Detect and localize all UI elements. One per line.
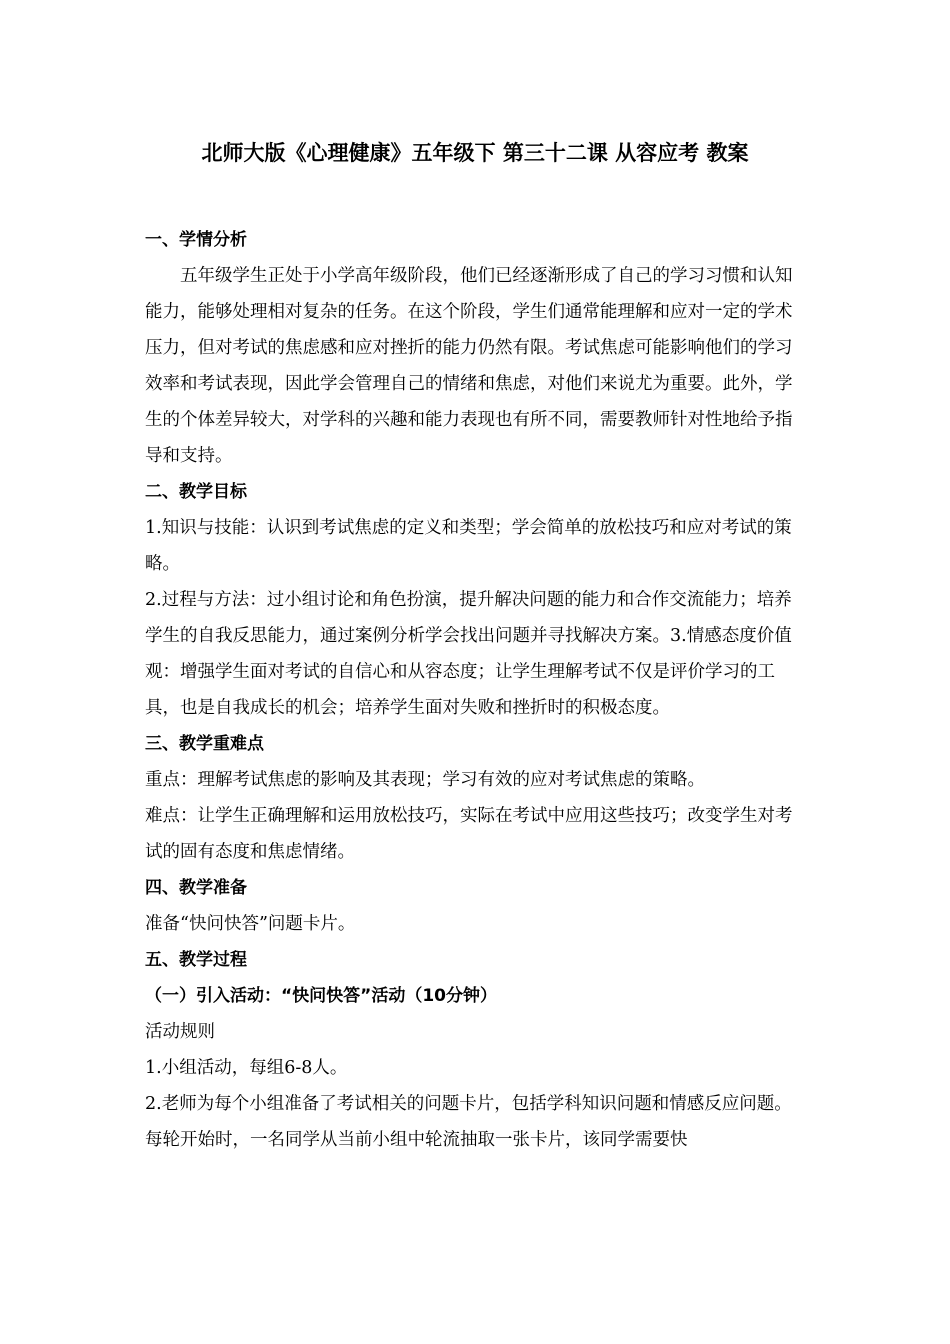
- goal-item-knowledge: 1.知识与技能：认识到考试焦虑的定义和类型；学会简单的放松技巧和应对考试的策略。: [145, 518, 792, 574]
- activity-rule-1: 1.小组活动，每组6-8人。: [145, 1058, 348, 1078]
- analysis-paragraph: 五年级学生正处于小学高年级阶段，他们已经逐渐形成了自己的学习习惯和认知能力，能够处理相对复杂的任务。在这个阶段，学生们通常能理解和应对一定的学术压力，但对考试的焦虑感和应对挫折的能力仍然有限。考试焦虑可能影响他们的学习效率和考试表现，因此学会管理自己的情绪和焦虑，对他们来说尤为重要。此外，学生的个体差异较大，对学科的兴趣和能力表现也有所不同，需要教师针对性地给予指导和支持。: [145, 266, 793, 466]
- goal-item-process: 2.过程与方法：过小组讨论和角色扮演，提升解决问题的能力和合作交流能力；培养学生的自我反思能力，通过案例分析学会找出问题并寻找解决方案。3.情感态度价值观：增强学生面对考试的自信心和从容态度；让学生理解考试不仅是评价学习的工具，也是自我成长的机会；培养学生面对失败和挫折时的积极态度。: [145, 590, 792, 718]
- key-point-text: 重点：理解考试焦虑的影响及其表现；学习有效的应对考试焦虑的策略。: [145, 770, 705, 790]
- section-heading-analysis: 一、学情分析: [145, 230, 247, 250]
- difficult-point-text: 难点：让学生正确理解和运用放松技巧，实际在考试中应用这些技巧；改变学生对考试的固有态度和焦虑情绪。: [145, 806, 793, 862]
- document-title: 北师大版《心理健康》五年级下 第三十二课 从容应考 教案: [201, 141, 749, 165]
- activity-rules-label: 活动规则: [145, 1022, 215, 1042]
- activity-rule-2: 2.老师为每个小组准备了考试相关的问题卡片，包括学科知识问题和情感反应问题。每轮开始时，一名同学从当前小组中轮流抽取一张卡片，该同学需要快: [145, 1094, 792, 1150]
- section-heading-key-points: 三、教学重难点: [145, 734, 264, 754]
- section-heading-goals: 二、教学目标: [145, 482, 247, 502]
- preparation-text: 准备“快问快答”问题卡片。: [145, 914, 356, 934]
- document-body: [145, 222, 807, 1158]
- subsection-heading-intro-activity: （一）引入活动：“快问快答”活动（10分钟）: [145, 986, 498, 1006]
- section-heading-preparation: 四、教学准备: [145, 878, 247, 898]
- section-heading-process: 五、教学过程: [145, 950, 247, 970]
